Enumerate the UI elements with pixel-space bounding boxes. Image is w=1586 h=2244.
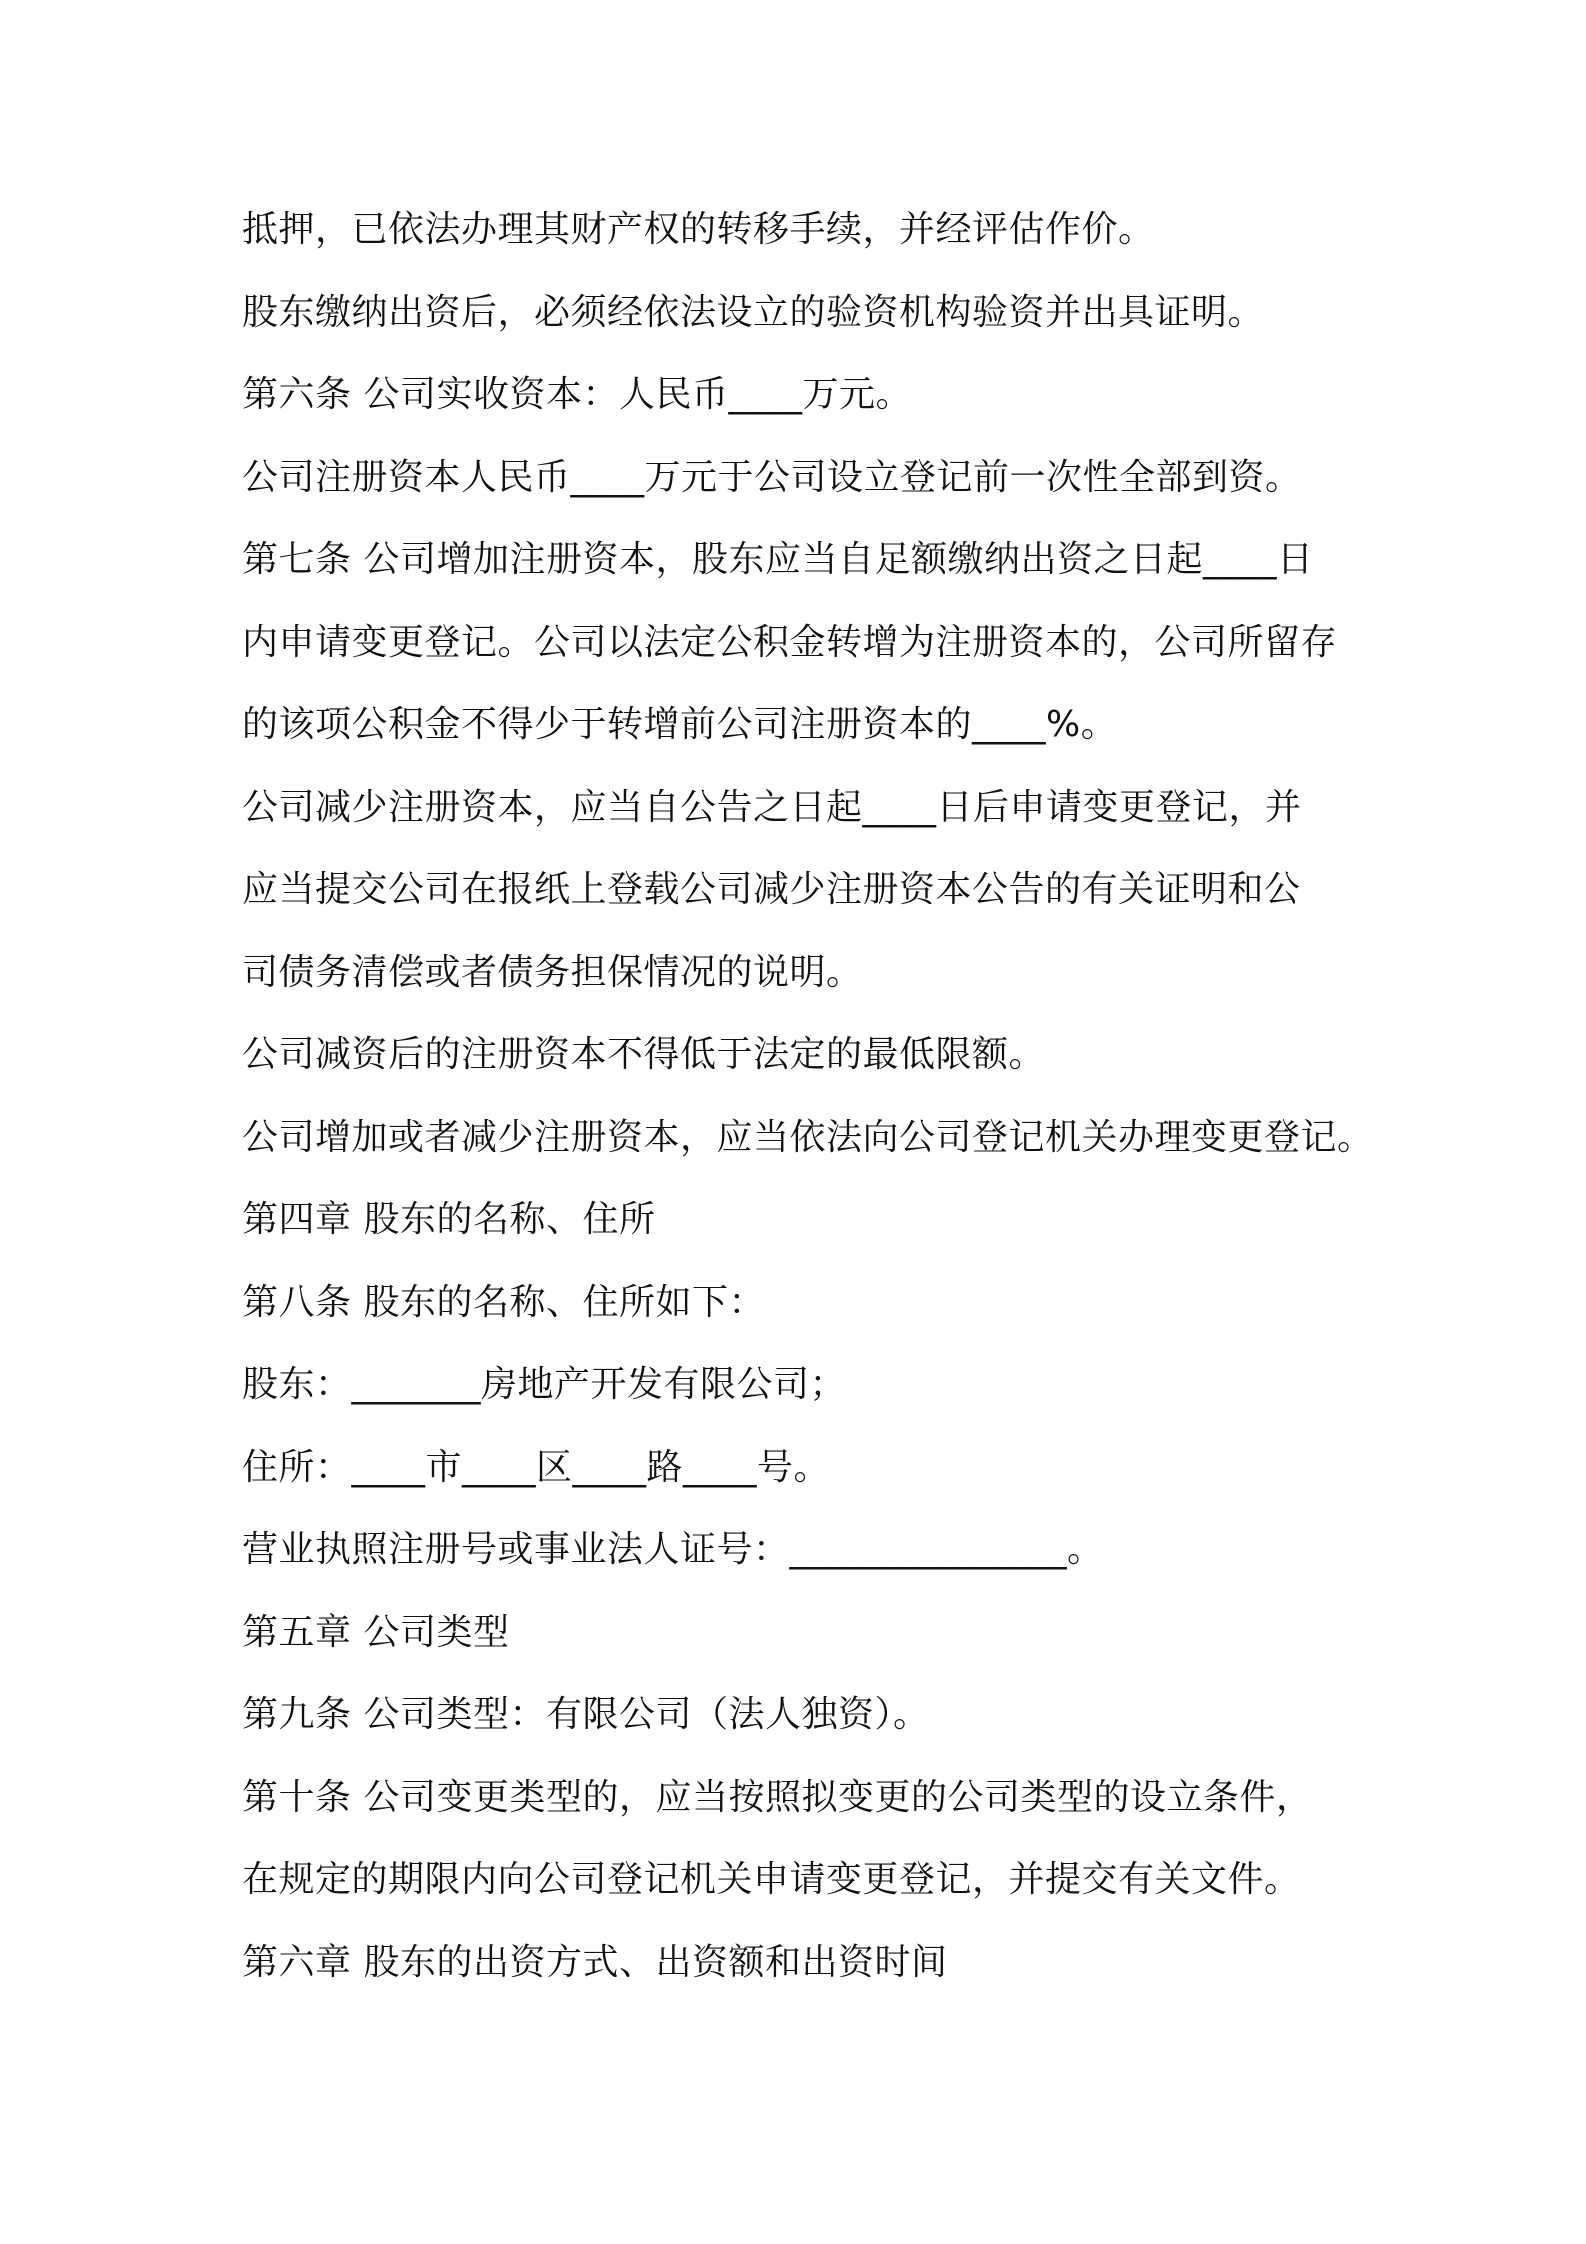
paragraph-line: 公司减资后的注册资本不得低于法定的最低限额。	[242, 1034, 1046, 1075]
article-8-line: 第八条 股东的名称、住所如下：	[242, 1282, 765, 1323]
chapter-6-heading: 第六章 股东的出资方式、出资额和出资时间	[242, 1942, 948, 1983]
paragraph-line: 公司注册资本人民币____万元于公司设立登记前一次性全部到资。	[242, 457, 1302, 498]
license-number-line: 营业执照注册号或事业法人证号：_______________。	[242, 1529, 1104, 1570]
article-10-line: 第十条 公司变更类型的，应当按照拟变更的公司类型的设立条件，	[242, 1777, 1313, 1818]
chapter-5-heading: 第五章 公司类型	[242, 1612, 510, 1653]
paragraph-line: 公司减少注册资本，应当自公告之日起____日后申请变更登记，并	[242, 787, 1302, 828]
paragraph-line: 在规定的期限内向公司登记机关申请变更登记，并提交有关文件。	[242, 1859, 1301, 1900]
paragraph-line: 股东缴纳出资后，必须经依法设立的验资机构验资并出具证明。	[242, 292, 1265, 333]
article-7-line: 第七条 公司增加注册资本，股东应当自足额缴纳出资之日起____日	[242, 539, 1314, 580]
paragraph-line: 应当提交公司在报纸上登载公司减少注册资本公告的有关证明和公	[242, 869, 1301, 910]
paragraph-line: 公司增加或者减少注册资本，应当依法向公司登记机关办理变更登记。	[242, 1117, 1374, 1158]
article-6-line: 第六条 公司实收资本：人民币____万元。	[242, 374, 912, 415]
paragraph-line: 内申请变更登记。公司以法定公积金转增为注册资本的，公司所留存	[242, 622, 1338, 663]
shareholder-line: 股东：_______房地产开发有限公司；	[242, 1364, 847, 1405]
paragraph-line: 抵押，已依法办理其财产权的转移手续，并经评估作价。	[242, 209, 1155, 250]
paragraph-line: 的该项公积金不得少于转增前公司注册资本的____%。	[242, 704, 1118, 745]
article-9-line: 第九条 公司类型：有限公司（法人独资）。	[242, 1694, 930, 1735]
chapter-4-heading: 第四章 股东的名称、住所	[242, 1199, 656, 1240]
address-line: 住所：____市____区____路____号。	[242, 1447, 831, 1488]
paragraph-line: 司债务清偿或者债务担保情况的说明。	[242, 952, 863, 993]
